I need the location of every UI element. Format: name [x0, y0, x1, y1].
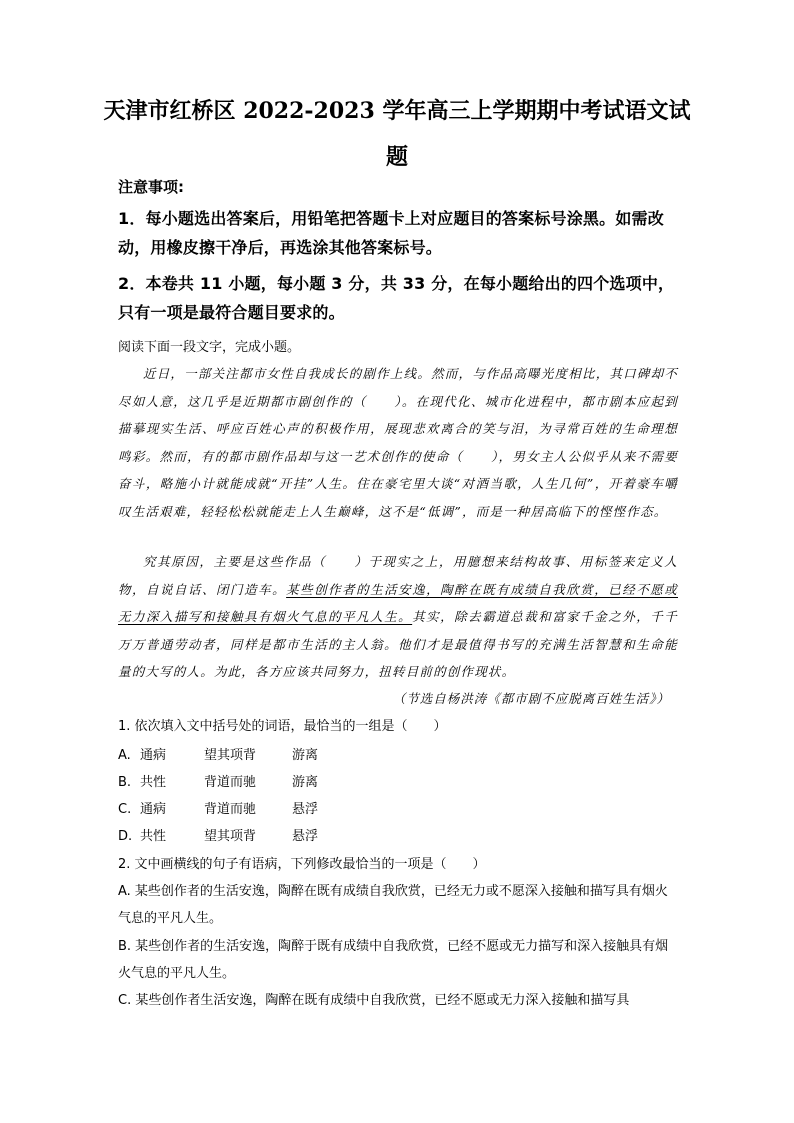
- question-2-option-b: B. 某些创作者的生活安逸，陶醉于既有成绩中自我欣赏，已经不愿或无力描写和深入接触具有烟火气息的平凡人生。: [118, 939, 669, 981]
- option-word-3: 游离: [292, 748, 319, 763]
- question-2-stem: 2. 文中画横线的句子有语病，下列修改最恰当的一项是（ ）: [118, 857, 486, 872]
- passage-paragraph-1: 近日，一部关注都市女性自我成长的剧作上线。然而，与作品高曝光度相比，其口碑却不尽如人意，这几乎是近期都市剧创作的（ ）。在现代化、城市化进程中，都市剧本应起到描摹现实生活、呼应百姓心声的积极作用，展现悲欢离合的笑与泪，为寻常百姓的生命理想鸣彩。然而，有的都市剧作品却与这一艺术创作的使命（ ），男女主人公似乎从来不需要奋斗，略施小计就能成就“开挂”人生。住在豪宅里大谈“对酒当歌，人生几何”，开着豪车嚼叹生活艰难，轻轻松松就能走上人生巅峰，这不是“低调”，而是一种居高临下的悭悭作态。: [118, 366, 678, 519]
- reading-instruction: 阅读下面一段文字，完成小题。: [118, 340, 301, 355]
- passage-paragraph-2: [118, 548, 678, 686]
- option-word-3: 悬浮: [292, 829, 319, 844]
- option-label: B.: [118, 775, 132, 790]
- notice-heading: 注意事项:: [118, 178, 184, 196]
- option-label: D.: [118, 829, 133, 844]
- question-1-option-a: [118, 744, 318, 763]
- question-2-option-c: C. 某些创作者生活安逸，陶醉在既有成绩中自我欣赏，已经不愿或无力深入接触和描写具: [118, 993, 630, 1008]
- option-word-2: 望其项背: [204, 829, 257, 844]
- option-label: C.: [118, 802, 132, 817]
- option-word-3: 悬浮: [292, 802, 319, 817]
- question-1-option-c: [118, 798, 318, 817]
- exam-title-line1: 天津市红桥区 2022-2023 学年高三上学期期中考试语文试: [103, 98, 691, 124]
- option-word-2: 望其项背: [204, 748, 257, 763]
- option-word-2: 背道而驰: [204, 802, 257, 817]
- notice-item-1: 1．每小题选出答案后，用铅笔把答题卡上对应题目的答案标号涂黑。如需改动，用橡皮擦干净后，再选涂其他答案标号。: [118, 209, 664, 257]
- option-word-1: 通病: [140, 748, 167, 763]
- exam-title: [100, 88, 694, 180]
- notice-item-2: 2．本卷共 11 小题，每小题 3 分，共 33 分，在每小题给出的四个选项中，只有一项是最符合题目要求的。: [118, 274, 675, 322]
- option-word-3: 游离: [292, 775, 319, 790]
- option-word-2: 背道而驰: [204, 775, 257, 790]
- question-1-option-b: [118, 771, 318, 790]
- question-1-option-d: [118, 825, 318, 844]
- underlined-sentence: 某些创作者的生活安逸，陶醉在既有成绩自我欣赏，已经不愿或无力深入描写和接触具有烟火气息的平凡人生。: [118, 581, 678, 624]
- option-word-1: 共性: [140, 775, 167, 790]
- question-1-stem: 1. 依次填入文中括号处的词语，最恰当的一组是（ ）: [118, 719, 447, 734]
- passage-p2-text: 究其原因，主要是这些作品（ ）于现实之上，用臆想来结构故事、用标签来定义人物，自说自话、闭门造车。: [118, 554, 678, 597]
- question-2-option-a: A. 某些创作者的生活安逸，陶醉在既有成绩自我欣赏，已经无力或不愿深入接触和描写具有烟火气息的平凡人生。: [118, 884, 668, 926]
- passage-source: （节选自杨洪涛《都市剧不应脱离百姓生活》）: [392, 691, 670, 706]
- passage-p2-tail: 其实，除去霸道总裁和富家千金之外，千千万万普通劳动者，同样是都市生活的主人翁。他们才是最值得书写的充满生活智慧和生命能量的大写的人。为此，各方应该共同努力，扭转目前的创作现状。: [118, 609, 678, 679]
- exam-title-line2: 题: [385, 144, 408, 170]
- option-label: A.: [118, 748, 131, 763]
- option-word-1: 通病: [140, 802, 167, 817]
- option-word-1: 共性: [140, 829, 167, 844]
